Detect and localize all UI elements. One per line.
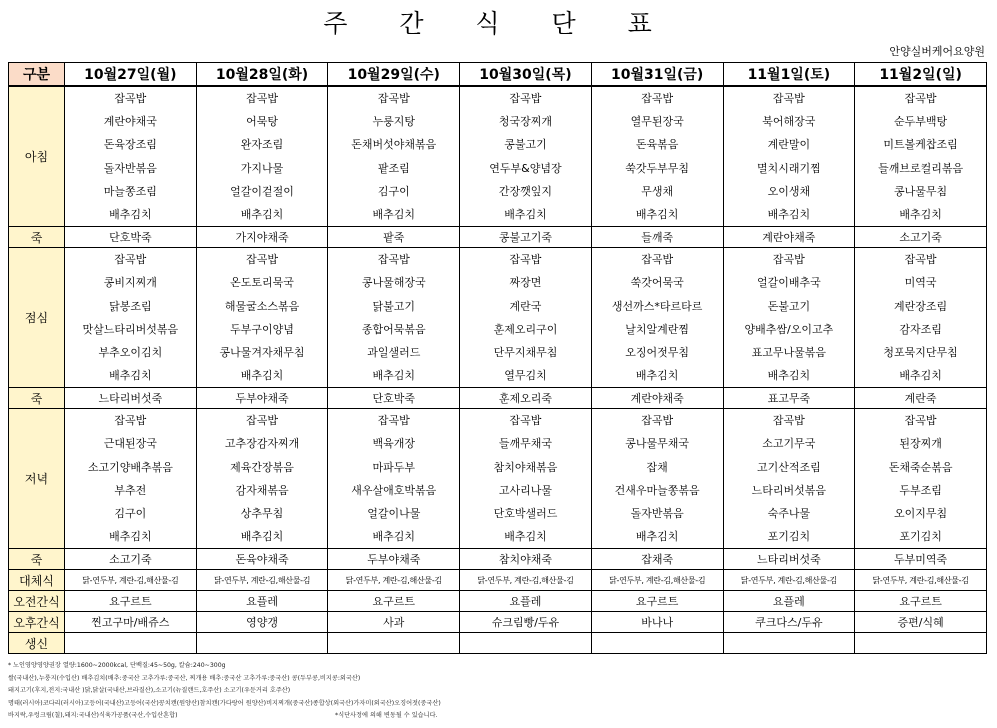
menu-item: 청국장찌개 <box>498 115 553 129</box>
substitute-cell: 닭-연두부, 계란-김,해산물-김 <box>65 570 197 591</box>
menu-item: 배추김치 <box>899 369 942 383</box>
menu-item: 느타리버섯볶음 <box>751 483 827 497</box>
am-snack-cell: 요구르트 <box>328 591 460 612</box>
menu-item: 잡곡밥 <box>904 414 937 428</box>
pm-snack-label: 오후간식 <box>9 612 65 633</box>
menu-item: 고기산적조림 <box>756 460 821 474</box>
menu-item: 잡곡밥 <box>114 92 147 105</box>
pm-snack-cell: 영양갱 <box>196 612 328 633</box>
birthday-cell <box>328 633 460 654</box>
menu-item: 배추김치 <box>635 207 679 221</box>
menu-item: 누룽지탕 <box>372 115 416 129</box>
pm-snack-cell: 바나나 <box>591 612 723 633</box>
dinner-cell <box>196 409 328 549</box>
menu-item: 배추김치 <box>635 369 679 383</box>
juk-cell: 참치야채죽 <box>460 549 592 570</box>
menu-item: 얼갈이겉절이 <box>230 184 294 198</box>
lunch-cell <box>591 248 723 388</box>
menu-item: 청포묵지단무침 <box>883 345 958 359</box>
menu-item: 감자조림 <box>899 322 942 336</box>
day-header: 10월29일(수) <box>328 63 460 87</box>
pm-snack-cell: 사과 <box>328 612 460 633</box>
menu-item: 돈채버섯야채볶음 <box>351 138 437 152</box>
change-notice: *식단사정에 의해 변동될 수 있습니다. <box>335 712 438 719</box>
menu-item: 연두부&양념장 <box>489 161 562 175</box>
header-row <box>9 63 987 87</box>
organization-name: 안양실버케어요양원 <box>889 45 985 58</box>
lunch-cell <box>196 248 328 388</box>
substitute-cell: 닭-연두부, 계란-김,해산물-김 <box>855 570 987 591</box>
substitute-cell: 닭-연두부, 계란-김,해산물-김 <box>591 570 723 591</box>
menu-item: 콩비지찌개 <box>103 276 157 290</box>
juk-cell: 두부야채죽 <box>196 388 328 409</box>
menu-item: 잡곡밥 <box>641 92 674 105</box>
juk-cell: 단호박죽 <box>65 227 197 248</box>
day-header: 10월31일(금) <box>591 63 723 87</box>
juk-cell: 두부야채죽 <box>328 549 460 570</box>
menu-item: 무생채 <box>641 184 674 198</box>
menu-item: 계란말이 <box>767 138 811 152</box>
menu-item: 포기김치 <box>767 530 811 544</box>
menu-item: 잡곡밥 <box>772 253 805 267</box>
menu-item: 김구이 <box>377 184 410 198</box>
menu-item: 배추김치 <box>372 530 416 544</box>
menu-item: 제육간장볶음 <box>230 460 294 474</box>
juk-cell: 느타리버섯죽 <box>723 549 855 570</box>
menu-item: 들깨무채국 <box>498 437 553 451</box>
menu-item: 미역국 <box>904 276 937 290</box>
pm-snack-cell: 슈크림빵/두유 <box>460 612 592 633</box>
menu-item: 잡곡밥 <box>114 253 147 267</box>
menu-item: 콩나물겨자채무침 <box>219 345 305 359</box>
menu-item: 새우살애호박볶음 <box>351 483 437 497</box>
menu-item: 콩나물무채국 <box>625 437 690 451</box>
footnotes <box>8 660 988 723</box>
breakfast-cell <box>328 86 460 227</box>
menu-item: 배추김치 <box>899 207 942 221</box>
day-header: 10월27일(월) <box>65 63 197 87</box>
menu-item: 짜장면 <box>509 276 542 290</box>
menu-item: 배추김치 <box>109 369 152 383</box>
menu-item: 배추김치 <box>109 207 152 221</box>
lunch-cell <box>855 248 987 388</box>
menu-item: 계란야채국 <box>103 115 157 129</box>
am-snack-cell: 요구르트 <box>65 591 197 612</box>
pm-snack-cell: 쿠크다스/두유 <box>723 612 855 633</box>
menu-item: 부추전 <box>114 483 147 497</box>
day-header: 11월2일(일) <box>855 63 987 87</box>
menu-item: 완자조림 <box>240 138 284 152</box>
footnote-line: 명태(러시아)코다리(러시아)고등어(국내산)고등어(국산)꽁치캔(원양산)참치캔(가다랑어 원양산)비지찌개(중국산)종합상(외국산)가자미(외국산)오징어젓(중국산) <box>8 699 441 707</box>
menu-item: 날치알계란찜 <box>625 322 690 336</box>
am-snack-row <box>9 591 987 612</box>
menu-item: 잡곡밥 <box>509 92 542 105</box>
substitute-cell: 닭-연두부, 계란-김,해산물-김 <box>196 570 328 591</box>
menu-item: 콩불고기 <box>504 138 547 152</box>
juk-cell: 훈제오리죽 <box>460 388 592 409</box>
menu-item: 마늘쫑조림 <box>103 184 157 198</box>
menu-item: 잡곡밥 <box>509 253 542 267</box>
menu-item: 고추장감자찌개 <box>224 437 300 451</box>
pm-snack-row <box>9 612 987 633</box>
day-header: 10월30일(목) <box>460 63 592 87</box>
juk-cell: 계란죽 <box>855 388 987 409</box>
breakfast-label: 아침 <box>9 86 65 227</box>
juk-cell: 돈육야채죽 <box>196 549 328 570</box>
menu-item: 숙주나물 <box>767 507 811 520</box>
page-title: 주 간 식 단 표 <box>323 9 674 38</box>
breakfast-cell <box>855 86 987 227</box>
pm-snack-cell: 증편/식혜 <box>855 612 987 633</box>
footnote-line: 쌀(국내산),누룽지(수입산) 배추김치(배추:중국산 고추가루:중국산, 찌개용 배추:중국산 고추가루:중국산) 콩(두부콩,비지콩:외국산) <box>8 674 361 682</box>
menu-item: 간장깻잎지 <box>498 184 553 198</box>
breakfast-cell <box>196 86 328 227</box>
menu-item: 잡곡밥 <box>114 414 147 428</box>
menu-item: 소고기양배추볶음 <box>87 460 173 474</box>
lunch-cell <box>460 248 592 388</box>
menu-item: 순두부백탕 <box>894 115 948 129</box>
menu-item: 건새우마늘쫑볶음 <box>614 483 700 497</box>
juk-cell: 소고기죽 <box>65 549 197 570</box>
substitute-cell: 닭-연두부, 계란-김,해산물-김 <box>328 570 460 591</box>
menu-item: 배추김치 <box>635 530 679 544</box>
dinner-cell <box>723 409 855 549</box>
menu-item: 얼갈이나물 <box>367 507 421 520</box>
menu-item: 잡곡밥 <box>246 414 278 428</box>
menu-item: 잡곡밥 <box>772 92 805 105</box>
dinner-cell <box>328 409 460 549</box>
menu-item: 돈채죽순볶음 <box>888 460 953 474</box>
menu-item: 콩나물해장국 <box>361 276 426 290</box>
weekly-menu-table <box>8 62 987 654</box>
menu-item: 소고기무국 <box>762 437 816 451</box>
menu-item: 배추김치 <box>240 207 284 221</box>
juk-cell: 잡채죽 <box>591 549 723 570</box>
breakfast-cell <box>65 86 197 227</box>
menu-item: 잡곡밥 <box>377 414 410 428</box>
menu-item: 잡곡밥 <box>377 253 410 267</box>
menu-item: 오이지무침 <box>894 507 948 520</box>
juk-cell: 소고기죽 <box>855 227 987 248</box>
menu-item: 두부조림 <box>899 483 942 497</box>
birthday-cell <box>65 633 197 654</box>
menu-item: 참치야채볶음 <box>493 460 558 474</box>
juk-cell: 단호박죽 <box>328 388 460 409</box>
birthday-row <box>9 633 987 654</box>
birthday-cell <box>196 633 328 654</box>
menu-item: 된장찌개 <box>899 437 942 451</box>
menu-item: 잡곡밥 <box>641 253 674 267</box>
juk-cell: 두부미역죽 <box>855 549 987 570</box>
menu-item: 배추김치 <box>504 207 547 221</box>
menu-item: 훈제오리구이 <box>493 322 558 336</box>
menu-item: 부추오이김치 <box>98 345 163 359</box>
am-snack-cell: 요구르트 <box>591 591 723 612</box>
menu-item: 단호박샐러드 <box>493 507 558 520</box>
menu-item: 콩나물무침 <box>894 184 948 198</box>
dinner-cell <box>855 409 987 549</box>
birthday-cell <box>855 633 987 654</box>
menu-item: 배추김치 <box>767 207 811 221</box>
menu-item: 배추김치 <box>767 369 811 383</box>
day-header: 11월1일(토) <box>723 63 855 87</box>
menu-item: 배추김치 <box>240 530 284 544</box>
juk-label: 죽 <box>9 549 65 570</box>
menu-item: 해물굴소스볶음 <box>224 299 300 313</box>
am-snack-cell: 요구르트 <box>855 591 987 612</box>
menu-item: 팥조림 <box>377 161 410 175</box>
am-snack-cell: 요플레 <box>196 591 328 612</box>
menu-item: 배추김치 <box>109 530 152 544</box>
breakfast-cell <box>723 86 855 227</box>
menu-item: 배추김치 <box>504 530 547 544</box>
lunch-juk-row <box>9 388 987 409</box>
pm-snack-cell: 찐고구마/배쥬스 <box>65 612 197 633</box>
birthday-cell <box>723 633 855 654</box>
juk-cell: 들깨죽 <box>591 227 723 248</box>
menu-item: 잡곡밥 <box>904 253 937 267</box>
menu-item: 양배추쌈/오이고추 <box>744 322 834 336</box>
juk-cell: 팥죽 <box>328 227 460 248</box>
menu-item: 종합어묵볶음 <box>361 322 426 336</box>
menu-item: 김구이 <box>114 507 147 520</box>
menu-item: 열무된장국 <box>630 115 684 129</box>
menu-item: 배추김치 <box>372 369 416 383</box>
dinner-cell <box>591 409 723 549</box>
birthday-cell <box>460 633 592 654</box>
menu-item: 잡곡밥 <box>772 414 805 428</box>
menu-item: 돈불고기 <box>767 299 811 313</box>
menu-item: 표고무나물볶음 <box>751 345 827 359</box>
juk-cell: 표고무죽 <box>723 388 855 409</box>
menu-item: 두부구이양념 <box>230 322 294 336</box>
header-gubun: 구분 <box>9 63 65 87</box>
lunch-cell <box>328 248 460 388</box>
juk-cell: 느타리버섯죽 <box>65 388 197 409</box>
menu-item: 잡곡밥 <box>509 414 542 428</box>
menu-item: 과일샐러드 <box>367 345 421 359</box>
menu-item: 단무지채무침 <box>493 345 558 359</box>
menu-item: 잡곡밥 <box>377 92 410 105</box>
footnote-line: 돼지고기(후지,전지:국내산 )닭,닭살(국내산,브라질산),소고기(뉴질랜드,호주산) 소고기(우둔거리 호주산) <box>8 687 291 694</box>
menu-item: 백육개장 <box>372 437 416 451</box>
menu-item: 어묵탕 <box>246 115 278 129</box>
dinner-cell <box>460 409 592 549</box>
menu-item: 돌자반볶음 <box>103 161 157 175</box>
menu-item: 오이생채 <box>767 184 811 198</box>
menu-item: 온도토리묵국 <box>230 276 294 290</box>
breakfast-cell <box>460 86 592 227</box>
dinner-row <box>9 409 987 549</box>
footnote-line: 바지락,우렁크림(칠),돼지:국내산)식육가공품(국산,수입산혼합) <box>8 712 178 719</box>
breakfast-cell <box>591 86 723 227</box>
menu-item: 얼갈이배추국 <box>756 276 821 290</box>
menu-item: 배추김치 <box>240 369 284 383</box>
dinner-label: 저녁 <box>9 409 65 549</box>
substitute-label: 대체식 <box>9 570 65 591</box>
juk-cell: 콩불고기죽 <box>460 227 592 248</box>
menu-item: 닭불고기 <box>372 299 416 313</box>
substitute-cell: 닭-연두부, 계란-김,해산물-김 <box>460 570 592 591</box>
menu-item: 돌자반볶음 <box>630 507 684 520</box>
am-snack-cell: 요플레 <box>723 591 855 612</box>
birthday-label: 생신 <box>9 633 65 654</box>
lunch-cell <box>65 248 197 388</box>
menu-item: 멸치시래기찜 <box>756 161 821 175</box>
day-header: 10월28일(화) <box>196 63 328 87</box>
menu-item: 잡곡밥 <box>641 414 674 428</box>
menu-item: 배추김치 <box>372 207 416 221</box>
footnote-line: * 노인영양영양권장 열량:1600~2000kcal, 단백질:45~50g, 칼슘:240~300g <box>8 662 226 669</box>
menu-item: 계란장조림 <box>894 299 948 313</box>
menu-item: 맛살느타리버섯볶음 <box>82 322 179 336</box>
menu-item: 잡곡밥 <box>246 92 278 105</box>
menu-item: 상추무침 <box>240 507 284 520</box>
menu-item: 감자채볶음 <box>235 483 289 497</box>
menu-item: 들깨브로컬리볶음 <box>878 161 964 175</box>
lunch-cell <box>723 248 855 388</box>
juk-cell: 가지야채죽 <box>196 227 328 248</box>
menu-item: 잡채 <box>646 460 668 474</box>
menu-item: 근대된장국 <box>103 437 157 451</box>
menu-item: 돈육볶음 <box>635 138 679 152</box>
juk-label: 죽 <box>9 227 65 248</box>
dinner-cell <box>65 409 197 549</box>
menu-item: 가지나물 <box>240 161 284 175</box>
substitute-cell: 닭-연두부, 계란-김,해산물-김 <box>723 570 855 591</box>
menu-item: 잡곡밥 <box>246 253 278 267</box>
birthday-cell <box>591 633 723 654</box>
menu-item: 미트볼케찹조림 <box>883 138 958 152</box>
menu-item: 쑥갓두부무침 <box>625 161 690 175</box>
lunch-row <box>9 248 987 388</box>
menu-item: 오징어젓무침 <box>625 345 690 359</box>
dinner-juk-row <box>9 549 987 570</box>
menu-item: 포기김치 <box>899 530 942 544</box>
menu-item: 닭봉조림 <box>109 299 152 313</box>
juk-label: 죽 <box>9 388 65 409</box>
menu-item: 잡곡밥 <box>904 92 937 105</box>
menu-item: 열무김치 <box>504 369 547 383</box>
breakfast-row <box>9 86 987 227</box>
menu-item: 계란국 <box>509 299 542 313</box>
menu-item: 고사리나물 <box>498 483 553 497</box>
lunch-label: 점심 <box>9 248 65 388</box>
menu-item: 북어해장국 <box>762 115 816 129</box>
juk-cell: 계란야채죽 <box>723 227 855 248</box>
substitute-row <box>9 570 987 591</box>
menu-item: 마파두부 <box>372 460 416 474</box>
menu-item: 생선까스*타르타르 <box>611 299 703 313</box>
breakfast-juk-row <box>9 227 987 248</box>
menu-item: 쑥갓어묵국 <box>630 276 684 290</box>
am-snack-cell: 요플레 <box>460 591 592 612</box>
menu-item: 돈육장조림 <box>103 138 157 152</box>
am-snack-label: 오전간식 <box>9 591 65 612</box>
juk-cell: 계란야채죽 <box>591 388 723 409</box>
